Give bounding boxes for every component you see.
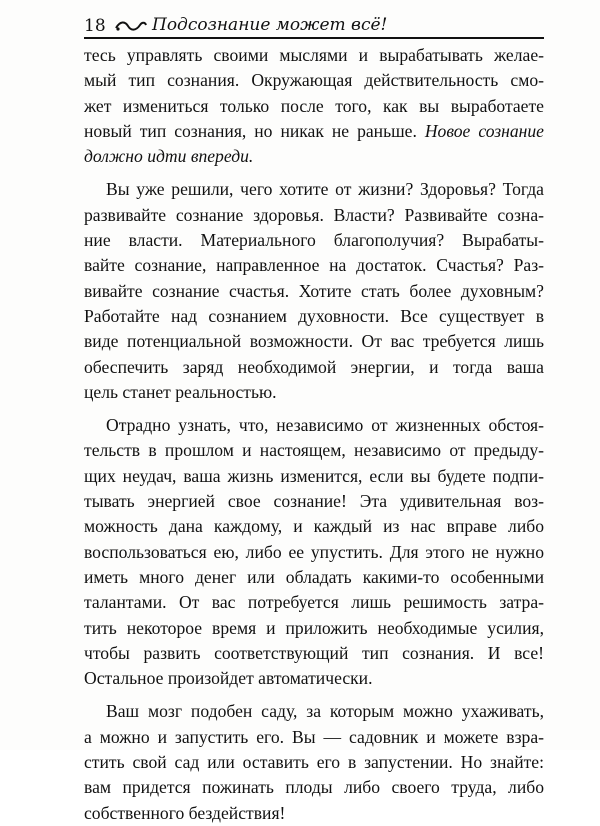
text-line: собственного бездействия! bbox=[84, 802, 286, 823]
text-line: вивайте сознание счастья. Хотите стать более духовным? bbox=[84, 280, 544, 301]
text-line: воспользоваться ею, либо ее упустить. Для этого не нужно bbox=[84, 541, 544, 562]
header-rule bbox=[84, 37, 544, 39]
text-line: вам придется пожинать плоды либо своего труда, либо bbox=[84, 777, 544, 798]
text-line: талантами. От вас потребуется лишь решимость затра- bbox=[84, 592, 544, 613]
text-line: развивайте сознание здоровья. Власти? Развивайте созна- bbox=[84, 204, 544, 225]
text-line: виде потенциальной возможности. От вас требуется лишь bbox=[84, 331, 544, 352]
text-line: стить свой сад или оставить его в запустении. Но знайте: bbox=[84, 752, 544, 773]
text-line: мый тип сознания. Окружающая действительность смо- bbox=[84, 70, 544, 91]
text-line: вайте сознание, направленное на достаток. Счастья? Раз- bbox=[84, 255, 544, 276]
running-title: Подсознание может всё! bbox=[152, 15, 388, 35]
text-line: Вы уже решили, чего хотите от жизни? Здоровья? Тогда bbox=[106, 179, 544, 200]
text-line: а можно и запустить его. Вы — садовник и можете взра- bbox=[84, 726, 544, 747]
paragraph bbox=[84, 413, 544, 691]
paragraph bbox=[84, 43, 544, 169]
text-line: Работайте над сознанием духовности. Все существует в bbox=[84, 305, 544, 326]
text-line: Ваш мозг подобен саду, за которым можно ухаживать, bbox=[106, 701, 544, 722]
text-line: Отрадно узнать, что, независимо от жизненных обстоя- bbox=[106, 415, 544, 436]
text-line: жет измениться только после того, как вы выработаете bbox=[84, 95, 544, 116]
body-text bbox=[84, 43, 544, 826]
page-number: 18 bbox=[84, 16, 106, 36]
text-line: щих неудач, ваша жизнь изменится, если вы будете подпи- bbox=[84, 465, 544, 486]
swash-ornament-icon bbox=[114, 19, 148, 33]
line-italic: Новое сознание bbox=[416, 120, 544, 141]
line-regular: новый тип сознания, но никак не раньше. bbox=[84, 120, 417, 141]
text-line: цель станет реальностью. bbox=[84, 381, 277, 402]
text-line: Остальное произойдет автоматически. bbox=[84, 668, 373, 689]
text-line bbox=[84, 119, 544, 144]
paragraph bbox=[84, 699, 544, 825]
text-line: должно идти впереди. bbox=[84, 146, 254, 167]
text-line: тельств в прошлом и настоящем, независимо от предыду- bbox=[84, 440, 544, 461]
text-line: ние власти. Материального благополучия? Вырабаты- bbox=[84, 230, 544, 251]
text-line: тывать энергией свое сознание! Эта удивительная воз- bbox=[84, 491, 544, 512]
text-line: иметь много денег или обладать какими-то особенными bbox=[84, 566, 544, 587]
text-line: тесь управлять своими мыслями и вырабатывать желае- bbox=[84, 45, 544, 65]
paragraph bbox=[84, 177, 544, 405]
text-line: чтобы развить соответствующий тип сознания. И все! bbox=[84, 642, 544, 663]
text-line: можность дана каждому, и каждый из нас вправе либо bbox=[84, 516, 544, 537]
page-header bbox=[84, 10, 544, 38]
text-line: обеспечить заряд необходимой энергии, и тогда ваша bbox=[84, 356, 544, 377]
text-line: тить некоторое время и приложить необходимые усилия, bbox=[84, 617, 544, 638]
